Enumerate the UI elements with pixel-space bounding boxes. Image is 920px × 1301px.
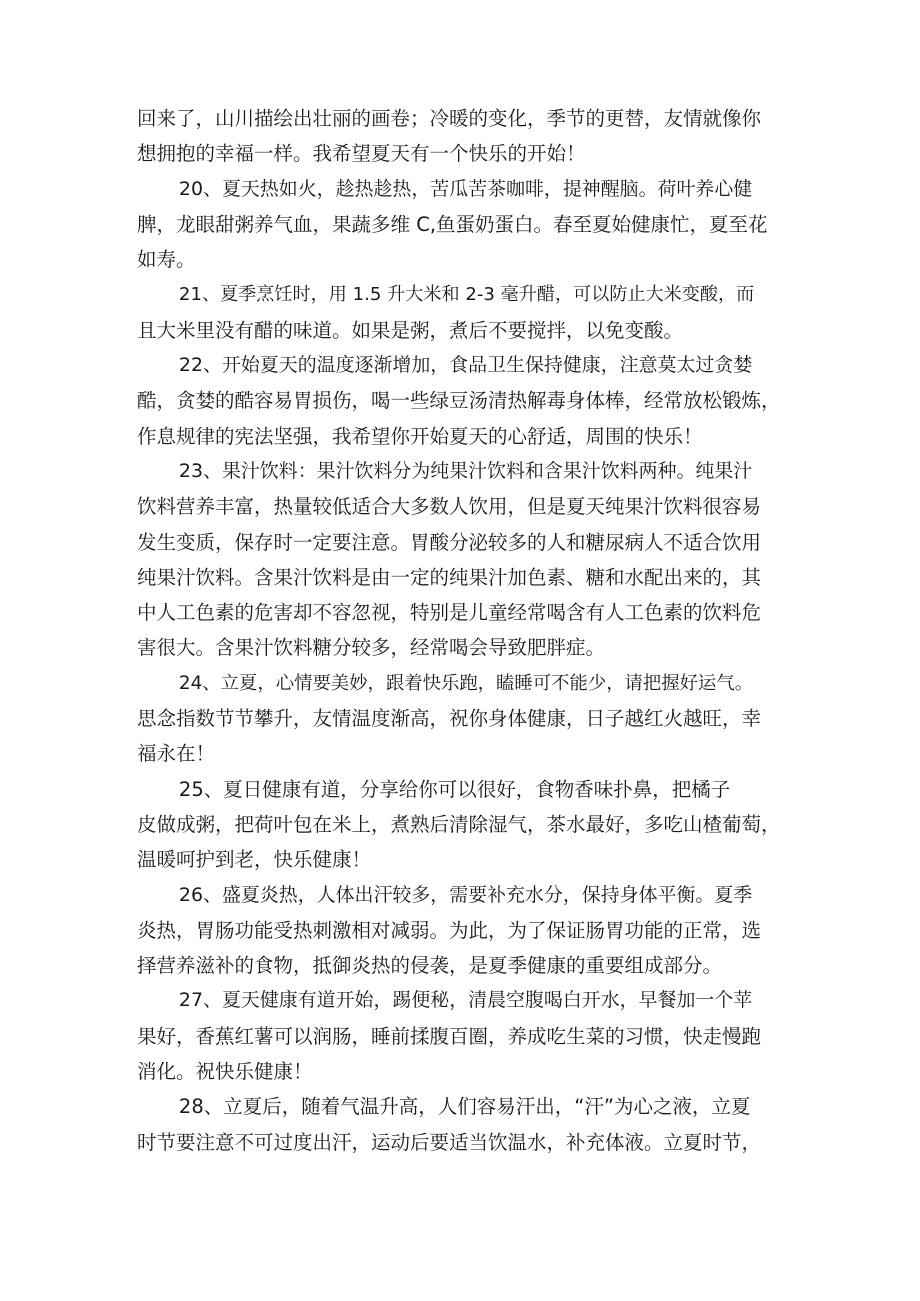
text-line: 思念指数节节攀升，友情温度渐高，祝你身体健康，日子越红火越旺，幸 — [137, 707, 762, 731]
text-line: 23、果汁饮料：果汁饮料分为纯果汁饮料和含果汁饮料两种。纯果汁 — [178, 459, 753, 482]
text-line: 酷，贪婪的酷容易胃损伤，喝一些绿豆汤清热解毒身体棒，经常放松锻炼， — [137, 389, 781, 413]
text-line: 25、夏日健康有道，分享给你可以很好，食物香味扑鼻，把橘子 — [178, 777, 731, 801]
text-line: 22、开始夏天的温度逐渐增加，食品卫生保持健康，注意莫太过贪婪 — [178, 354, 753, 377]
paragraph-item-25 — [137, 772, 793, 878]
text-line: 发生变质，保存时一定要注意。胃酸分泌较多的人和糖尿病人不适合饮用 — [137, 530, 762, 554]
text-line: 20、夏天热如火，趁热趁热，苦瓜苦茶咖啡，提神醒脑。荷叶养心健 — [178, 177, 753, 200]
text-line: 如寿。 — [137, 248, 196, 272]
text-line: 害很大。含果汁饮料糖分较多，经常喝会导致肥胖症。 — [137, 636, 606, 660]
text-line: 21、夏季烹饪时，用 1.5 升大米和 2-3 毫升醋，可以防止大米变酸，而 — [178, 284, 755, 306]
text-line: 消化。祝快乐健康！ — [137, 1060, 313, 1084]
text-line: 且大米里没有醋的味道。如果是粥，煮后不要搅拌，以免变酸。 — [137, 318, 684, 342]
text-line: 想拥抱的幸福一样。我希望夏天有一个快乐的开始！ — [137, 142, 586, 166]
text-line: 温暖呵护到老，快乐健康！ — [137, 848, 372, 872]
text-line: 中人工色素的危害却不容忽视，特别是儿童经常喝含有人工色素的饮料危 — [137, 601, 762, 625]
text-line: 纯果汁饮料。含果汁饮料是由一定的纯果汁加色素、糖和水配出来的，其 — [137, 565, 762, 589]
paragraph-item-20 — [137, 172, 793, 278]
text-line: 果好，香蕉红薯可以润肠，睡前揉腹百圈，养成吃生菜的习惯，快走慢跑 — [137, 1024, 762, 1048]
paragraph-item-27 — [137, 983, 793, 1089]
text-line: 脾，龙眼甜粥养气血，果蔬多维 C,鱼蛋奶蛋白。春至夏始健康忙，夏至花 — [137, 212, 768, 236]
document-body — [137, 101, 793, 1160]
text-line: 时节要注意不可过度出汗，运动后要适当饮温水，补充体液。立夏时节， — [137, 1130, 762, 1154]
text-line: 皮做成粥，把荷叶包在米上，煮熟后清除湿气，茶水最好，多吃山楂葡萄， — [137, 812, 781, 836]
text-line: 炎热，胃肠功能受热刺激相对减弱。为此，为了保证肠胃功能的正常，选 — [137, 918, 762, 942]
paragraph-item-24 — [137, 666, 793, 772]
paragraph-item-28 — [137, 1089, 793, 1160]
text-line: 24、立夏，心情要美妙，跟着快乐跑，瞌睡可不能少，请把握好运气。 — [178, 672, 754, 694]
paragraph-item-22 — [137, 348, 793, 454]
text-line: 26、盛夏炎热，人体出汗较多，需要补充水分，保持身体平衡。夏季 — [178, 883, 753, 906]
text-line: 择营养滋补的食物，抵御炎热的侵袭，是夏季健康的重要组成部分。 — [137, 954, 723, 978]
text-line: 回来了，山川描绘出壮丽的画卷；冷暖的变化，季节的更替，友情就像你 — [137, 107, 762, 130]
text-line: 28、立夏后，随着气温升高，人们容易汗出，“汗”为心之液，立夏 — [178, 1095, 751, 1119]
paragraph-item-23 — [137, 454, 793, 666]
paragraph-item-26 — [137, 878, 793, 984]
text-line: 福永在！ — [137, 742, 216, 766]
text-line: 作息规律的宪法坚强，我希望你开始夏天的心舒适，周围的快乐！ — [137, 424, 703, 448]
paragraph-item-21 — [137, 277, 793, 348]
text-line: 饮料营养丰富，热量较低适合大多数人饮用，但是夏天纯果汁饮料很容易 — [137, 495, 762, 519]
paragraph-1 — [137, 101, 793, 172]
text-line: 27、夏天健康有道开始，踢便秘，清晨空腹喝白开水，早餐加一个苹 — [178, 989, 753, 1012]
